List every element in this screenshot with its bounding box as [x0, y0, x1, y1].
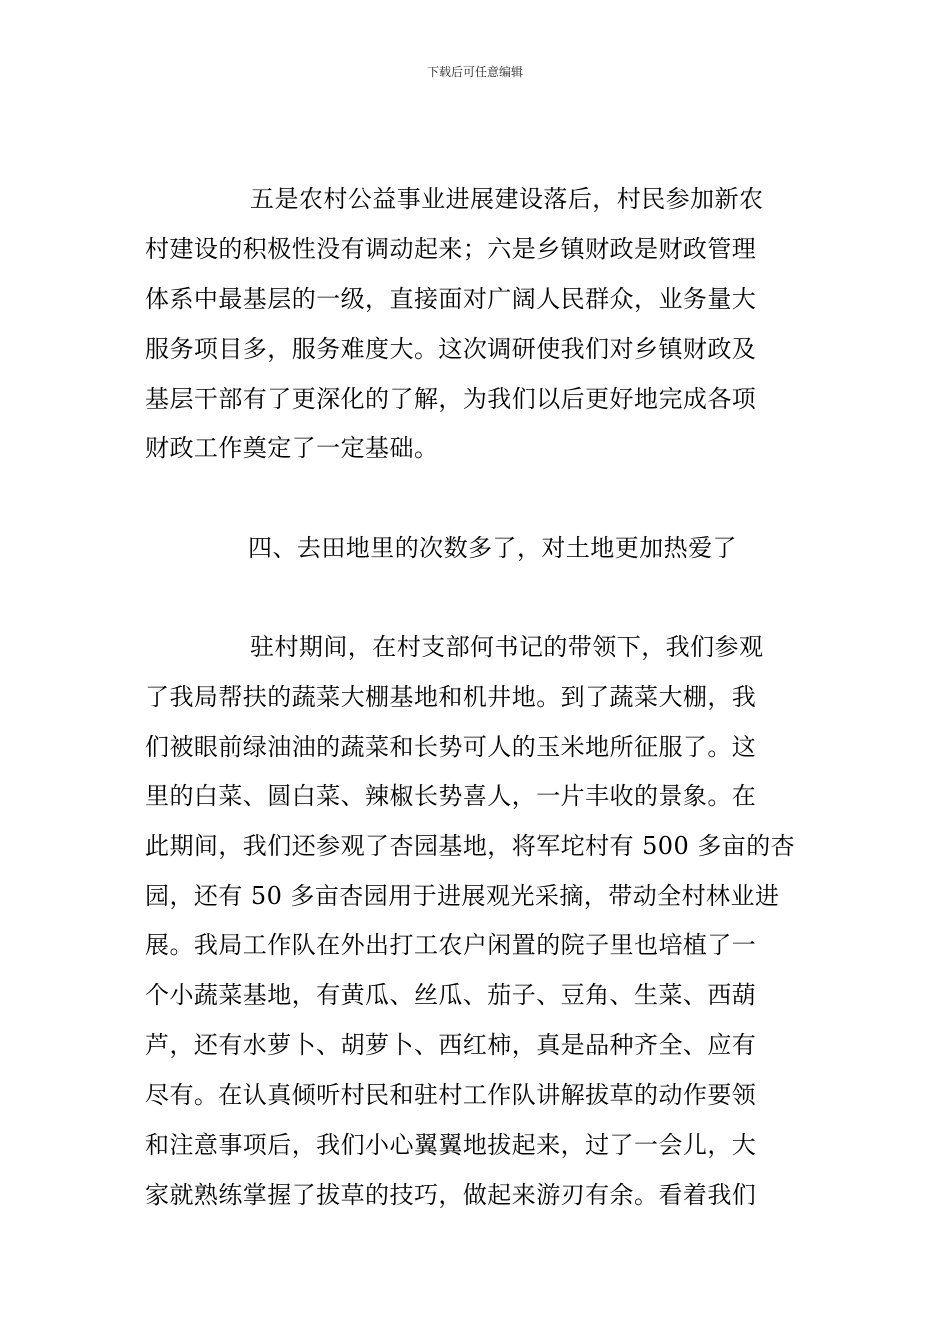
paragraph-line: 里的白菜、圆白菜、辣椒长势喜人，一片丰收的景象。在 [145, 782, 757, 810]
paragraph-line: 服务项目多，服务难度大。这次调研使我们对乡镇财政及 [145, 335, 757, 363]
paragraph-line: 五是农村公益事业进展建设落后，村民参加新农 [250, 185, 764, 213]
paragraph-line: 此期间，我们还参观了杏园基地，将军坨村有 500 多亩的杏 [145, 832, 796, 860]
paragraph-line: 驻村期间，在村支部何书记的带领下，我们参观 [250, 633, 764, 661]
paragraph-line: 财政工作奠定了一定基础。 [145, 434, 439, 462]
paragraph-line: 园，还有 50 多亩杏园用于进展观光采摘，带动全村林业进 [145, 882, 780, 910]
paragraph-line: 展。我局工作队在外出打工农户闲置的院子里也培植了一 [145, 931, 757, 959]
paragraph-line: 体系中最基层的一级，直接面对广阔人民群众，业务量大 [145, 285, 757, 313]
paragraph-line: 个小蔬菜基地，有黄瓜、丝瓜、茄子、豆角、生菜、西葫 [145, 981, 757, 1009]
header-note: 下载后可任意编辑 [426, 65, 523, 79]
paragraph-line: 家就熟练掌握了拔草的技巧，做起来游刃有余。看着我们 [145, 1181, 757, 1209]
paragraph-line: 和注意事项后，我们小心翼翼地拔起来，过了一会儿，大 [145, 1131, 757, 1159]
paragraph-line: 村建设的积极性没有调动起来；六是乡镇财政是财政管理 [145, 235, 757, 263]
paragraph-line: 了我局帮扶的蔬菜大棚基地和机井地。到了蔬菜大棚，我 [145, 683, 757, 711]
paragraph-line: 们被眼前绿油油的蔬菜和长势可人的玉米地所征服了。这 [145, 733, 757, 761]
paragraph-line: 基层干部有了更深化的了解，为我们以后更好地完成各项 [145, 385, 757, 413]
paragraph-line: 芦，还有水萝卜、胡萝卜、西红柿，真是品种齐全、应有 [145, 1031, 757, 1059]
section-heading: 四、去田地里的次数多了，对土地更加热爱了 [248, 534, 737, 562]
paragraph-line: 尽有。在认真倾听村民和驻村工作队讲解拔草的动作要领 [145, 1081, 757, 1109]
